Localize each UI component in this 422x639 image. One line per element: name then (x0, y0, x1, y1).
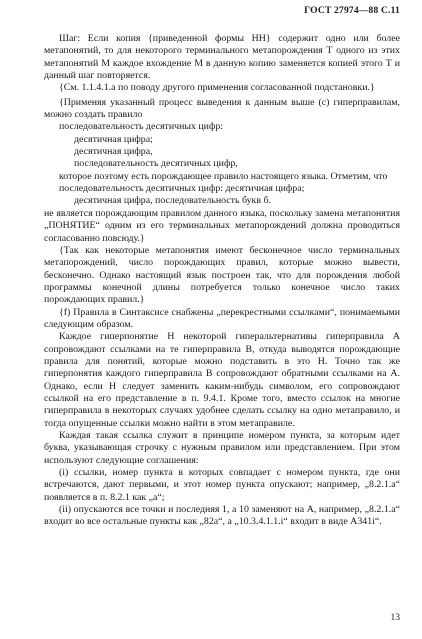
paragraph: {f) Правила в Синтаксисе снабжены „перекрестными ссылками“, понимаемыми следующим образом. (44, 306, 400, 330)
paragraph: {Применяя указанный процесс выведения к данным выше (с) гиперправилам, можно создать правило (44, 96, 400, 121)
paragraph: десятичная цифра, (74, 146, 153, 158)
paragraph: десятичная цифра, последовательность букв б. (74, 195, 271, 207)
page-number: 13 (390, 613, 400, 623)
paragraph: {Так как некоторые метапонятия имеют бесконечное число терминальных метапорождений, число порождающих правил, которые можно вывести, бесконечно. Однако настоящий язык построен так, что для порождения любой программы конечной длины потребуется только конечное число таких порождающих правил.} (44, 244, 400, 306)
paragraph: Каждое гиперпонятие Н некоторой гиперальтернативы гиперправила А сопровождают ссылками на те гиперправила В, откуда выводятся порождающие правила для понятий, которые можно подставить в это Н. Точно так же гиперпонятия каждого гиперправила В сопровождают обратными ссылками на А. Однако, если Н следует заменить каким-нибудь символом, его сопровождают ссылкой на его представление в п. 9.4.1. Кроме того, вместо ссылок на многие гиперправила в некоторых случаях удобнее сделать ссылку на одно метаправило, и тогда опущенные ссылки можно найти в этом метаправиле. (44, 331, 400, 429)
paragraph: Шаг: Если копия {приведенной формы НН} содержит одно или более метапонятий, то для некоторого терминального метапорождения Т одного из этих метапонятий М каждое вхождение М в данную копию заменяется копией этого Т и данный шаг повторяется. (44, 33, 400, 82)
paragraph: (i) ссылки, номер пункта в которых совпадает с номером пункта, где они встречаются, дают первыми, и этот номер пункта опускают; например, „8.2.1.а“ появляется в п. 8.2.1 как „а“; (44, 467, 400, 503)
paragraph: последовательность десятичных цифр: (59, 121, 224, 133)
paragraph: последовательность десятичных цифр, (74, 158, 238, 170)
running-header: ГОСТ 27974—88 С.11 (304, 6, 400, 16)
paragraph: (ii) опускаются все точки и последняя 1, а 10 заменяют на А, например, „8.2.1.а“ входит во все остальные пункты как „82а“, а „10.3.4.1.1.i“ входит в виде А341i“. (44, 504, 400, 528)
paragraph: которое поэтому есть порождающее правило настоящего языка. Отметим, что (59, 170, 388, 182)
paragraph: {См. 1.1.4.1.а по поводу другого применения согласованной подстановки.} (59, 82, 375, 94)
paragraph: последовательность десятичных цифр: десятичная цифра; (59, 183, 305, 195)
paragraph: десятичная цифра; (74, 133, 153, 145)
paragraph: не является порождающим правилом данного языка, поскольку замена метапонятия „ПОНЯТИЕ“ одним из его терминальных метапорождений должна проводиться согласованно повсюду.} (44, 207, 400, 244)
paragraph: Каждая такая ссылка служит в принципе номером пункта, за которым идет буква, указывающая строчку с нужным правилом или представлением. При этом используют следующие соглашения: (44, 430, 400, 466)
body-text (44, 33, 400, 529)
